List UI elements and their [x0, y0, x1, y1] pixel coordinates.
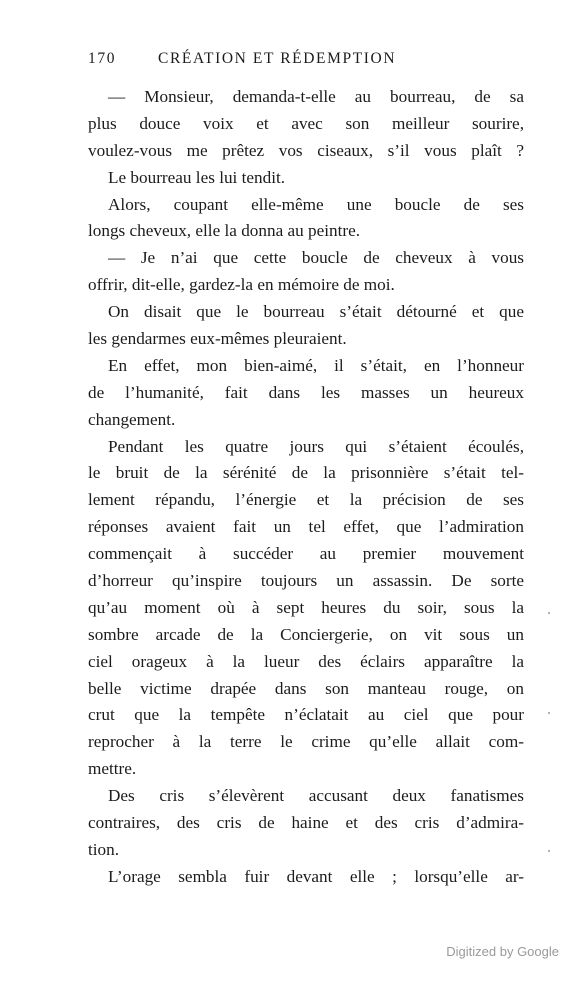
text-line: d’horreur qu’inspire toujours un assassin. De sorte: [88, 571, 524, 591]
text-line: réponses avaient fait un tel effet, que l’admiration: [88, 517, 524, 537]
digitized-watermark: Digitized by Google: [446, 944, 559, 959]
text-line: Le bourreau les lui tendit.: [108, 167, 286, 187]
body-text: [88, 84, 524, 891]
text-line: En effet, mon bien-aimé, il s’était, en l’honneur: [108, 355, 524, 375]
text-line: crut que la tempête n’éclatait au ciel que pour: [88, 705, 524, 725]
text-line: qu’au moment où à sept heures du soir, sous la: [88, 597, 524, 617]
text-line: On disait que le bourreau s’était détourné et que: [108, 302, 524, 322]
text-line: — Monsieur, demanda-t-elle au bourreau, de sa: [108, 87, 524, 106]
text-line: les gendarmes eux-mêmes pleuraient.: [88, 329, 347, 349]
text-line: reprocher à la terre le crime qu’elle allait com-: [88, 732, 524, 752]
text-line: tion.: [88, 839, 120, 859]
text-line: lement répandu, l’énergie et la précision de ses: [88, 490, 524, 510]
page-header: [88, 50, 528, 72]
text-line: le bruit de la sérénité de la prisonnière s’était tel-: [88, 463, 524, 483]
running-title: CRÉATION ET RÉDEMPTION: [158, 50, 397, 67]
text-line: commençait à succéder au premier mouvement: [88, 544, 524, 564]
text-line: plus douce voix et avec son meilleur sourire,: [88, 113, 524, 133]
text-line: Pendant les quatre jours qui s’étaient écoulés,: [108, 436, 524, 456]
text-line: contraires, des cris de haine et des cris d’admira-: [88, 813, 524, 833]
text-line: de l’humanité, fait dans les masses un heureux: [88, 382, 524, 402]
text-line: changement.: [88, 409, 176, 429]
scan-speck: [548, 712, 550, 714]
text-line: — Je n’ai que cette boucle de cheveux à vous: [108, 248, 524, 268]
text-line: offrir, dit-elle, gardez-la en mémoire de moi.: [88, 275, 395, 295]
text-line: sombre arcade de la Conciergerie, on vit sous un: [88, 624, 524, 644]
text-line: voulez-vous me prêtez vos ciseaux, s’il vous plaît ?: [88, 140, 524, 160]
text-line: mettre.: [88, 759, 137, 779]
text-line: L’orage sembla fuir devant elle ; lorsqu’elle ar-: [108, 866, 524, 886]
scan-speck: [548, 612, 550, 614]
page-number: 170: [88, 50, 117, 67]
scan-speck: [548, 850, 550, 852]
text-line: Des cris s’élevèrent accusant deux fanatismes: [108, 786, 524, 806]
text-line: Alors, coupant elle-même une boucle de ses: [108, 194, 524, 214]
text-line: ciel orageux à la lueur des éclairs apparaître la: [88, 651, 524, 671]
text-line: longs cheveux, elle la donna au peintre.: [88, 221, 361, 241]
text-line: belle victime drapée dans son manteau rouge, on: [88, 678, 524, 698]
